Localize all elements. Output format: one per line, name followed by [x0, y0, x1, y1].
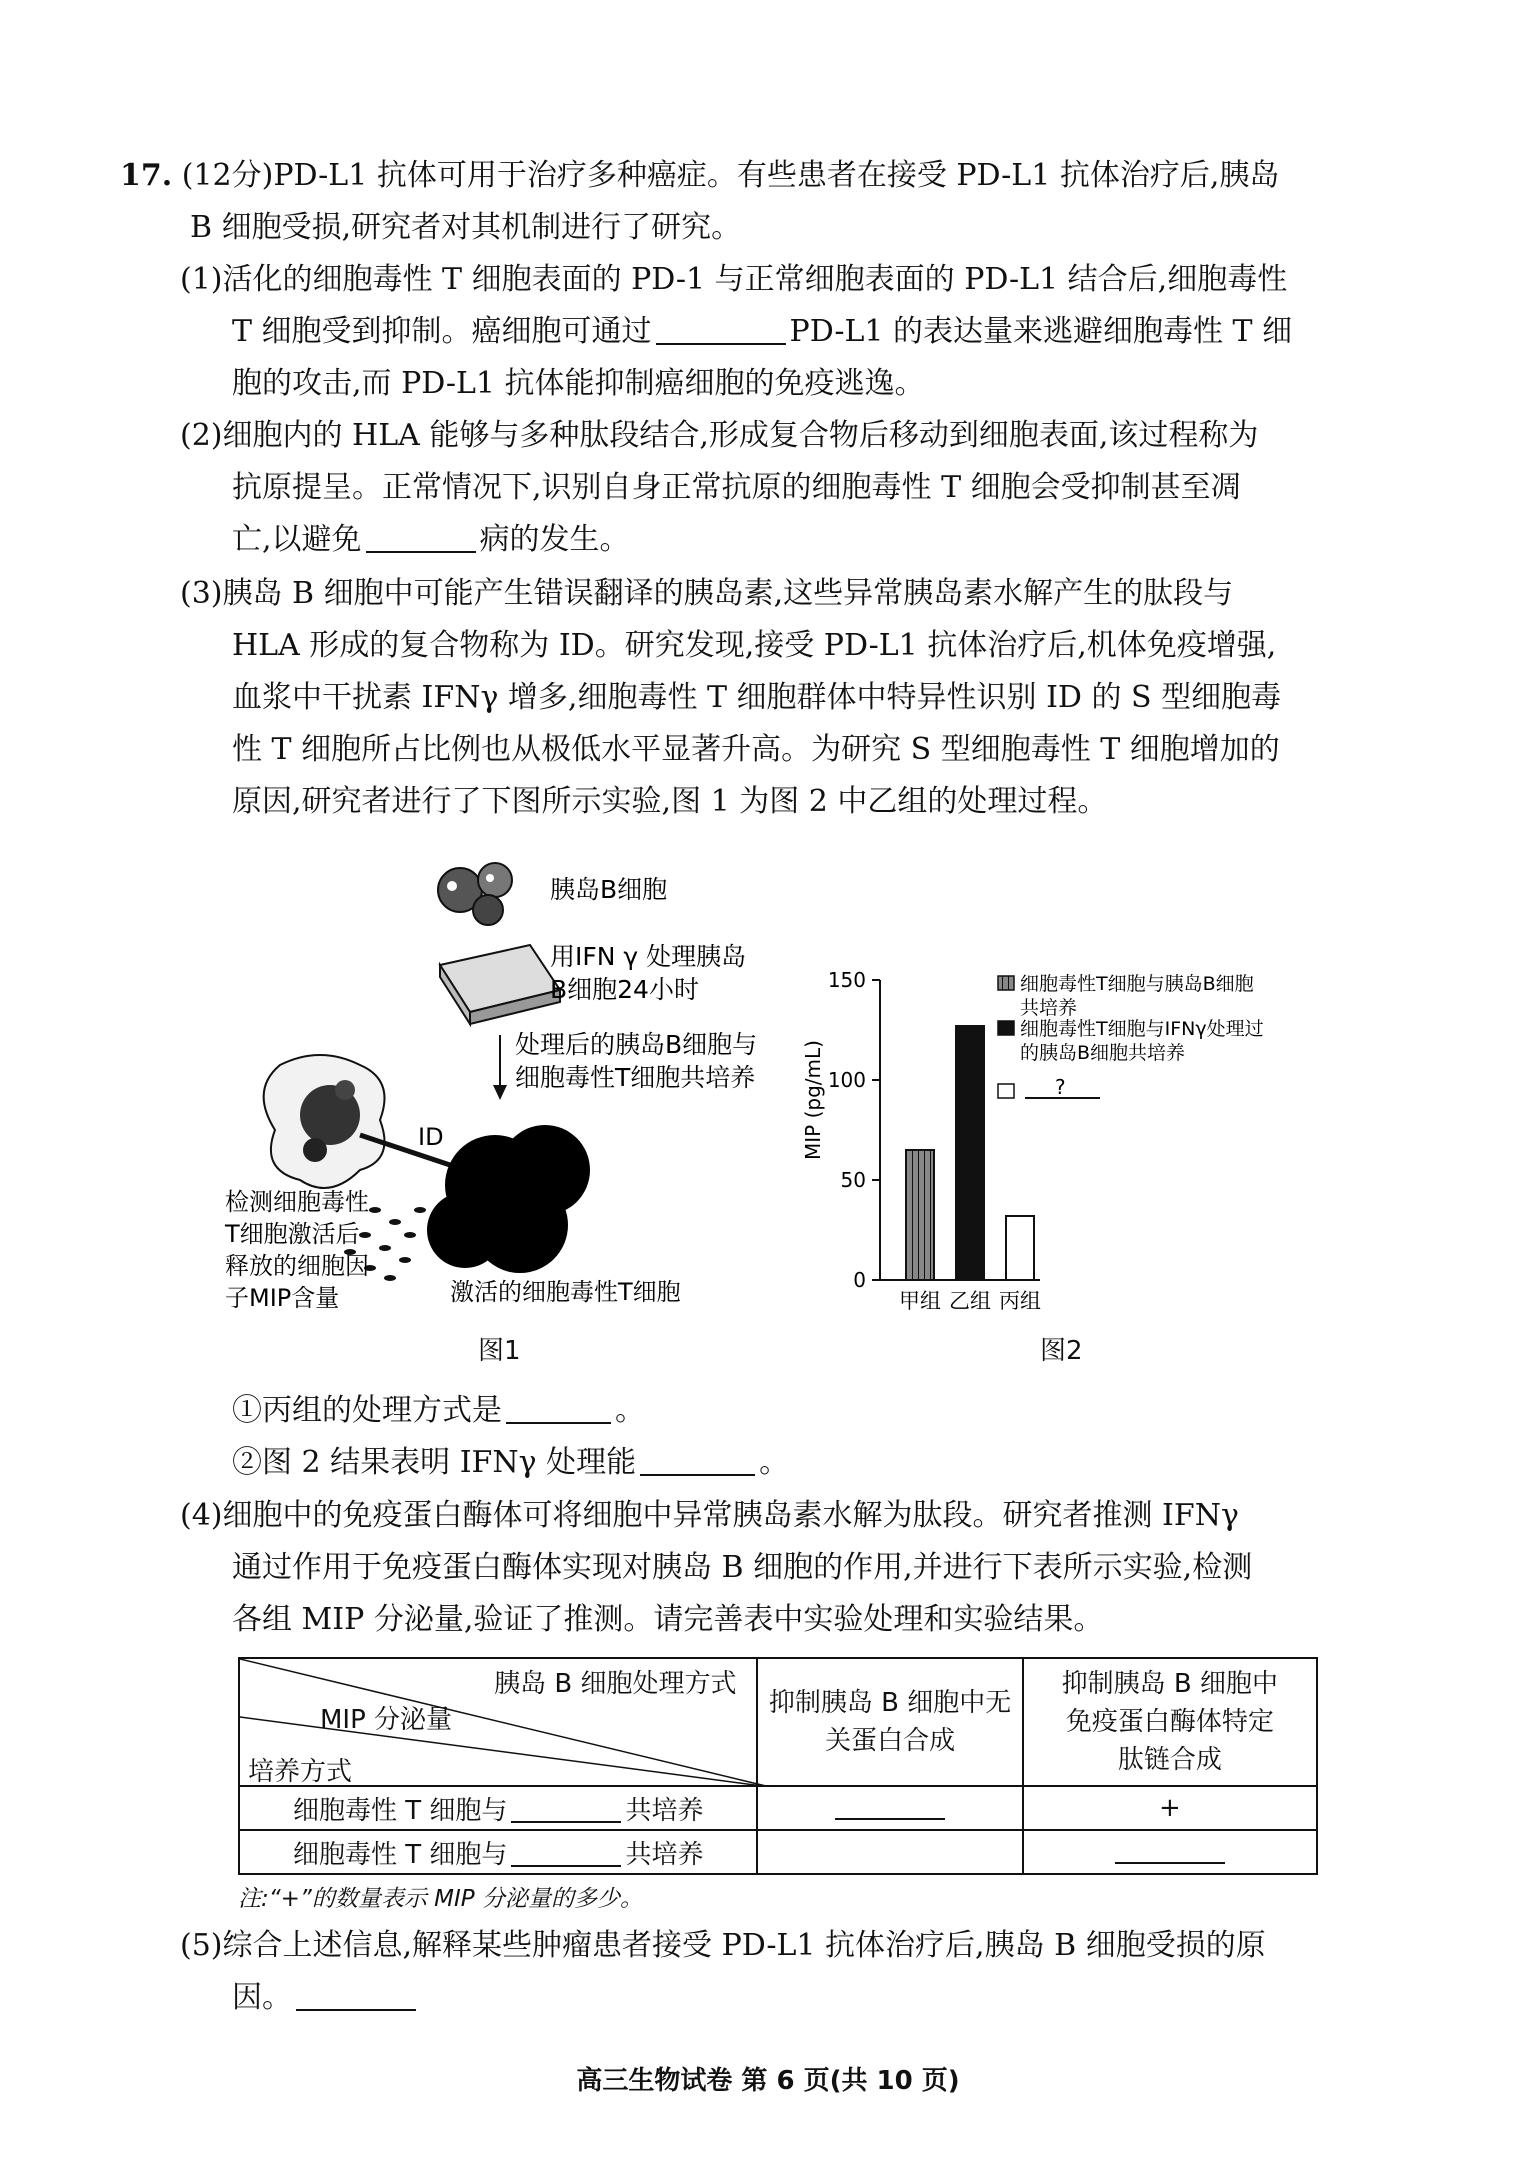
legend-text: 的胰岛B细胞共培养: [1020, 1042, 1186, 1064]
part1-text-1: 活化的细胞毒性 T 细胞表面的 PD-1 与正常细胞表面的 PD-L1 结合后,细胞毒性: [222, 262, 1288, 297]
part4-label: (4): [180, 1498, 223, 1533]
part1-line3: 胞的攻击,而 PD-L1 抗体能抑制癌细胞的免疫逃逸。: [232, 366, 925, 401]
col2-line3: 肽链合成: [1117, 1745, 1222, 1775]
legend-text: 细胞毒性T细胞与IFNγ处理过: [1020, 1018, 1264, 1040]
y-tick-label: 100: [827, 1068, 866, 1092]
sub1-text: ①丙组的处理方式是: [232, 1393, 502, 1428]
b-cell-with-id-icon: [264, 1055, 385, 1188]
x-tick-label: 丙组: [999, 1289, 1041, 1313]
part1-text-2b: PD-L1 的表达量来逃避细胞毒性 T 细: [789, 314, 1293, 349]
figure1-diagram: [220, 850, 780, 1320]
label-coculture-2: 细胞毒性T细胞共培养: [515, 1063, 756, 1092]
part1-line1: [180, 254, 1287, 306]
legend-swatch: [998, 1021, 1014, 1035]
row1-col1: [757, 1786, 1022, 1830]
answer-blank-7[interactable]: [511, 1841, 621, 1867]
part1-label: (1): [180, 262, 223, 297]
col-header-proteasome: [1023, 1658, 1317, 1786]
question-points: (12分): [181, 158, 274, 193]
answer-blank-5[interactable]: [511, 1797, 621, 1823]
figure2-bar-chart: [780, 950, 1340, 1320]
label-b-cell: 胰岛B细胞: [550, 875, 668, 904]
header-processing: 胰岛 B 细胞处理方式: [494, 1669, 737, 1699]
x-tick-label: 乙组: [949, 1289, 991, 1313]
part5-line2: [232, 1972, 420, 2024]
part3-line1: [180, 568, 1233, 620]
part4-line3: 各组 MIP 分泌量,验证了推测。请完善表中实验处理和实验结果。: [232, 1602, 1104, 1637]
x-tick-label: 甲组: [899, 1289, 941, 1313]
culture-plate-icon: [440, 945, 560, 1024]
islet-b-cells-icon: [438, 863, 512, 925]
row1-col2: +: [1023, 1786, 1317, 1830]
y-tick-label: 50: [840, 1168, 866, 1192]
row1-text-b: 共培养: [625, 1795, 704, 1826]
y-tick-label: 0: [853, 1268, 866, 1292]
label-detect-3: 释放的细胞因: [225, 1252, 369, 1280]
row1-culture: [239, 1786, 757, 1830]
sub2-end: 。: [759, 1445, 790, 1480]
bar-2: [956, 1026, 984, 1280]
page-footer: 高三生物试卷 第 6 页(共 10 页): [576, 2066, 960, 2096]
sub2-text: ②图 2 结果表明 IFNγ 处理能: [232, 1445, 637, 1480]
part2-text-3a: 亡,以避免: [232, 522, 362, 557]
row2-text-a: 细胞毒性 T 细胞与: [293, 1839, 508, 1870]
legend-swatch: [998, 976, 1014, 990]
label-coculture-1: 处理后的胰岛B细胞与: [515, 1030, 758, 1059]
answer-blank-6[interactable]: [835, 1794, 945, 1820]
part2-text-1: 细胞内的 HLA 能够与多种肽段结合,形成复合物后移动到细胞表面,该过程称为: [222, 418, 1259, 453]
figure1-caption: 图1: [478, 1336, 521, 1366]
part5-text-2: 因。: [232, 1980, 292, 2015]
table-diagonal-header: [239, 1658, 757, 1786]
intro-text-1: PD-L1 抗体可用于治疗多种癌症。有些患者在接受 PD-L1 抗体治疗后,胰岛: [273, 158, 1280, 193]
label-activated-t-cell: 激活的细胞毒性T细胞: [450, 1278, 681, 1306]
part3-line4: 性 T 细胞所占比例也从极低水平显著升高。为研究 S 型细胞毒性 T 细胞增加的: [232, 732, 1280, 767]
part5-text-1: 综合上述信息,解释某些肿瘤患者接受 PD-L1 抗体治疗后,胰岛 B 细胞受损的原: [222, 1928, 1266, 1963]
row2-culture: [239, 1830, 757, 1874]
part4-line2: 通过作用于免疫蛋白酶体实现对胰岛 B 细胞的作用,并进行下表所示实验,检测: [232, 1550, 1253, 1585]
table-row: [239, 1830, 1317, 1874]
question-number: 17.: [120, 158, 173, 193]
legend-text: 共培养: [1020, 997, 1078, 1019]
bar-1: [906, 1150, 934, 1280]
part4-text-1: 细胞中的免疫蛋白酶体可将细胞中异常胰岛素水解为肽段。研究者推测 IFNγ: [222, 1498, 1239, 1533]
sub1-end: 。: [615, 1393, 645, 1428]
answer-blank-8[interactable]: [1115, 1838, 1225, 1864]
subquestion-2: [232, 1437, 789, 1489]
part2-line1: [180, 410, 1258, 462]
activated-t-cell-icon: [427, 1125, 590, 1273]
part2-text-3b: 病的发生。: [479, 522, 630, 557]
header-culture: 培养方式: [248, 1757, 353, 1787]
part3-text-1: 胰岛 B 细胞中可能产生错误翻译的胰岛素,这些异常胰岛素水解产生的肽段与: [222, 576, 1234, 611]
table-note: 注:“+”的数量表示 MIP 分泌量的多少。: [238, 1886, 643, 1912]
down-arrow-icon: [493, 1085, 507, 1100]
y-axis-label: MIP (pg/mL): [801, 1040, 825, 1160]
answer-blank-2[interactable]: [366, 521, 476, 553]
row1-text-a: 细胞毒性 T 细胞与: [293, 1795, 508, 1826]
question-intro-line1: [120, 150, 1279, 202]
experiment-table: [238, 1657, 1318, 1875]
table-row: [239, 1786, 1317, 1830]
y-tick-label: 150: [827, 968, 866, 992]
col2-line2: 免疫蛋白酶体特定: [1065, 1707, 1274, 1737]
row2-text-b: 共培养: [625, 1839, 704, 1870]
bar-3: [1006, 1216, 1034, 1280]
part2-label: (2): [180, 418, 223, 453]
header-mip: MIP 分泌量: [320, 1705, 453, 1735]
part4-line1: [180, 1490, 1239, 1542]
label-id: ID: [418, 1123, 444, 1151]
col2-line1: 抑制胰岛 B 细胞中: [1061, 1669, 1279, 1699]
part3-line3: 血浆中干扰素 IFNγ 增多,细胞毒性 T 细胞群体中特异性识别 ID 的 S 型细胞毒: [232, 680, 1282, 715]
answer-blank-4[interactable]: [640, 1444, 755, 1476]
part2-line3: [232, 514, 630, 566]
label-detect-1: 检测细胞毒性: [225, 1188, 369, 1216]
part3-line5: 原因,研究者进行了下图所示实验,图 1 为图 2 中乙组的处理过程。: [232, 784, 1108, 819]
part5-label: (5): [180, 1928, 223, 1963]
label-detect-2: T细胞激活后: [225, 1220, 360, 1248]
figure2-caption: 图2: [1040, 1336, 1083, 1366]
part2-line2: 抗原提呈。正常情况下,识别自身正常抗原的细胞毒性 T 细胞会受抑制甚至凋: [232, 470, 1241, 505]
subquestion-1: [232, 1385, 645, 1437]
legend-text: ?: [1055, 1075, 1066, 1099]
row2-col1: [757, 1830, 1022, 1874]
part3-label: (3): [180, 576, 223, 611]
answer-blank-1[interactable]: [656, 313, 786, 345]
question-intro-line2: B 细胞受损,研究者对其机制进行了研究。: [190, 210, 742, 245]
answer-blank-9[interactable]: [296, 1979, 416, 2011]
part1-line2: [232, 306, 1292, 358]
part3-line2: HLA 形成的复合物称为 ID。研究发现,接受 PD-L1 抗体治疗后,机体免疫增强,: [232, 628, 1277, 663]
label-ifn-1: 用IFN γ 处理胰岛: [550, 942, 747, 971]
answer-blank-3[interactable]: [506, 1392, 611, 1424]
legend-swatch: [998, 1084, 1014, 1098]
row2-col2: [1023, 1830, 1317, 1874]
part5-line1: [180, 1920, 1266, 1972]
part1-text-2a: T 细胞受到抑制。癌细胞可通过: [232, 314, 652, 349]
label-ifn-2: B细胞24小时: [550, 975, 699, 1004]
col-header-unrelated: 抑制胰岛 B 细胞中无关蛋白合成: [757, 1658, 1022, 1786]
legend-text: 细胞毒性T细胞与胰岛B细胞: [1020, 973, 1254, 995]
label-detect-4: 子MIP含量: [225, 1284, 340, 1312]
